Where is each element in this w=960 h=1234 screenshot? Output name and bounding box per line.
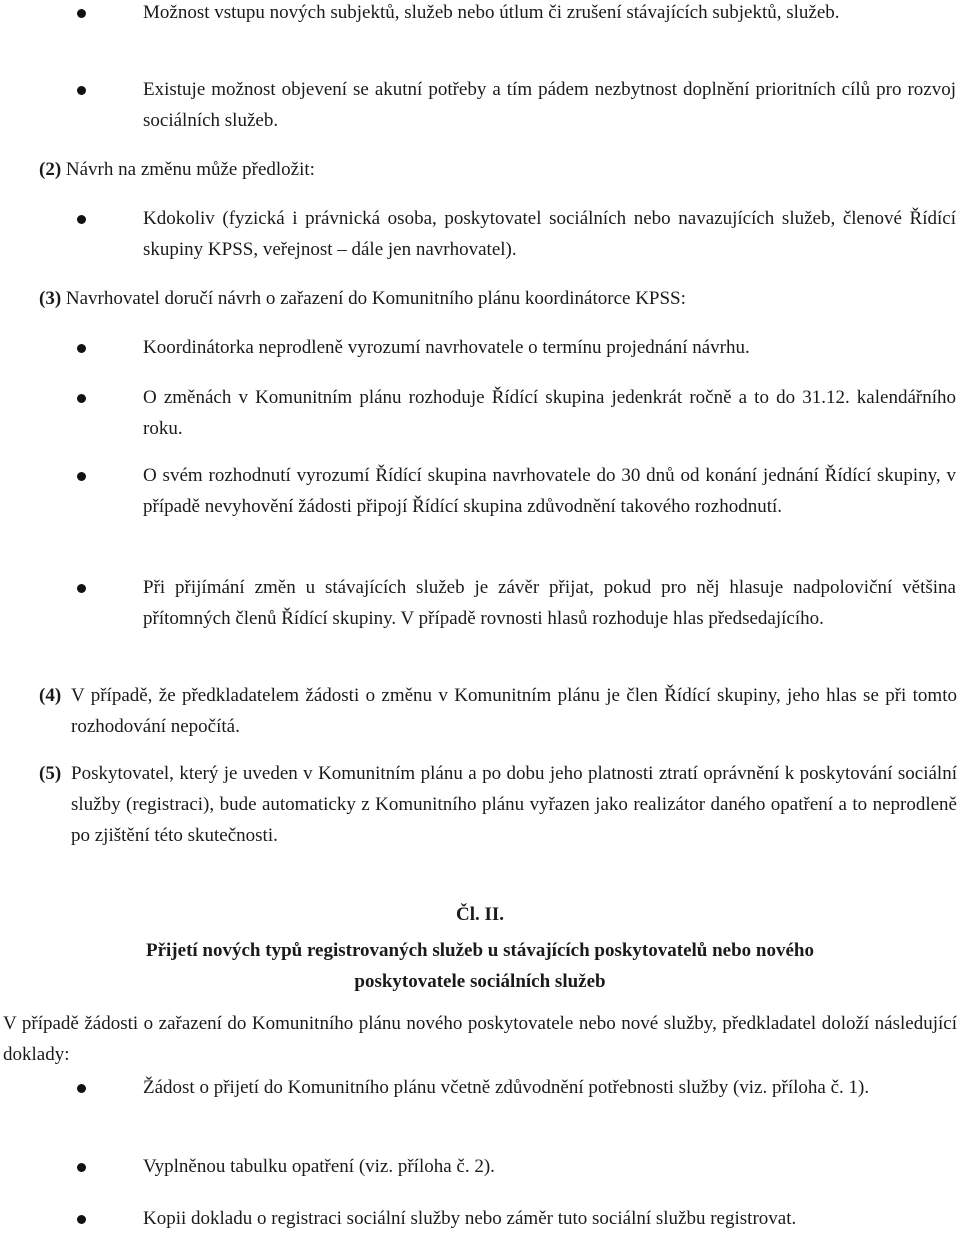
bullet-icon <box>77 1084 86 1093</box>
list-item-text: Existuje možnost objevení se akutní potřeby a tím pádem nezbytnost doplnění prioritních cílů pro rozvoj sociálních služeb. <box>143 79 956 131</box>
paragraph-number: (5) <box>39 763 62 784</box>
article-intro: V případě žádosti o zařazení do Komunitního plánu nového poskytovatele nebo nové služby, předkladatel doloží následující doklady: <box>3 1013 957 1065</box>
paragraph-3 <box>39 283 957 314</box>
list-item-text: Koordinátorka neprodleně vyrozumí navrhovatele o termínu projednání návrhu. <box>143 337 750 358</box>
list-item-text: Kopii dokladu o registraci sociální služby nebo záměr tuto sociální službu registrovat. <box>143 1208 797 1229</box>
paragraph-2 <box>39 154 957 185</box>
bullet-icon <box>77 344 86 353</box>
bullet-icon <box>77 215 86 224</box>
article-number: Čl. II. <box>455 904 505 925</box>
list-item-text: Kdokoliv (fyzická i právnická osoba, poskytovatel sociálních nebo navazujících služeb, členové Řídící skupiny KPSS, veřejnost – dále jen navrhovatel). <box>143 208 956 260</box>
bullet-icon <box>77 394 86 403</box>
bullet-icon <box>77 472 86 481</box>
article-title-line-1: Přijetí nových typů registrovaných služeb u stávajících poskytovatelů nebo nového <box>145 940 814 961</box>
list-item-text: Vyplněnou tabulku opatření (viz. příloha č. 2). <box>143 1156 495 1177</box>
paragraph-number: (4) <box>39 685 62 706</box>
paragraph-5: Poskytovatel, který je uveden v Komunitním plánu a po dobu jeho platnosti ztratí oprávnění k poskytování sociální služby (registraci), bude automaticky z Komunitního plánu vyřazen jako realizátor daného opatření a to neprodleně po zjištění této skutečnosti. <box>71 763 957 846</box>
bullet-icon <box>77 1163 86 1172</box>
bullet-icon <box>77 584 86 593</box>
list-item-text: O svém rozhodnutí vyrozumí Řídící skupina navrhovatele do 30 dnů od konání jednání Řídící skupiny, v případě nevyhovění žádosti připojí Řídící skupina zdůvodnění takového rozhodnutí. <box>143 465 956 517</box>
bullet-icon <box>77 86 86 95</box>
list-item-text: O změnách v Komunitním plánu rozhoduje Řídící skupina jedenkrát ročně a to do 31.12. kalendářního roku. <box>143 387 956 439</box>
list-item-text: Možnost vstupu nových subjektů, služeb nebo útlum či zrušení stávajících subjektů, služeb. <box>143 2 840 23</box>
bullet-icon <box>77 1215 86 1224</box>
article-title-line-2: poskytovatele sociálních služeb <box>354 971 606 992</box>
list-item-text: Při přijímání změn u stávajících služeb je závěr přijat, pokud pro něj hlasuje nadpoloviční většina přítomných členů Řídící skupiny. V případě rovnosti hlasů rozhoduje hlas předsedajícího. <box>143 577 956 629</box>
paragraph-number: (2) <box>39 159 62 180</box>
paragraph-4: V případě, že předkladatelem žádosti o změnu v Komunitním plánu je člen Řídící skupiny, jeho hlas se při tomto rozhodování nepočítá. <box>71 685 957 737</box>
paragraph-text: Návrh na změnu může předložit: <box>65 159 315 180</box>
bullet-icon <box>77 9 86 18</box>
paragraph-text: Navrhovatel doručí návrh o zařazení do Komunitního plánu koordinátorce KPSS: <box>65 288 686 309</box>
list-item-text: Žádost o přijetí do Komunitního plánu včetně zdůvodnění potřebnosti služby (viz. příloha č. 1). <box>143 1077 870 1098</box>
paragraph-number: (3) <box>39 288 62 309</box>
